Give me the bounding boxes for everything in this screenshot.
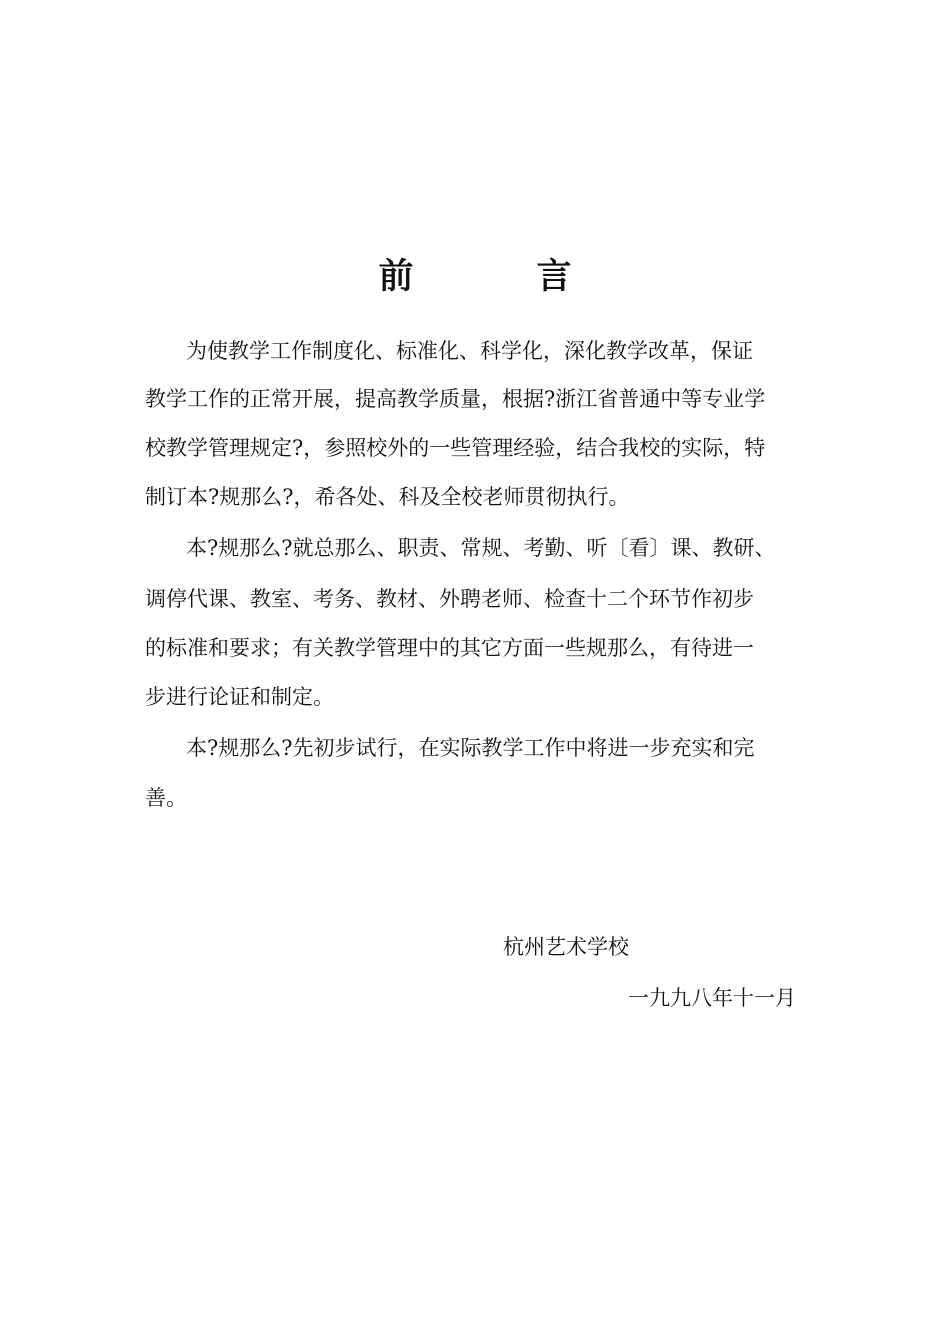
paragraph-line: 步进行论证和制定。 — [145, 685, 334, 709]
page-title: 前 言 — [378, 257, 616, 297]
signature-date: 一九九八年十一月 — [628, 986, 796, 1010]
paragraph-line: 制订本?规那么?，希各处、科及全校老师贯彻执行。 — [145, 485, 630, 509]
paragraph-line: 的标准和要求；有关教学管理中的其它方面一些规那么，有待进一 — [145, 636, 754, 660]
paragraph-line: 本?规那么?就总那么、职责、常规、考勤、听〔看〕课、教研、 — [186, 536, 776, 560]
paragraph-line: 教学工作的正常开展，提高教学质量，根据?浙江省普通中等专业学 — [145, 387, 766, 411]
paragraph-line: 为使教学工作制度化、标准化、科学化，深化教学改革，保证 — [186, 339, 753, 363]
signature-organization: 杭州艺术学校 — [503, 935, 629, 959]
paragraph-line: 善。 — [145, 786, 187, 810]
paragraph-line: 调停代课、教室、考务、教材、外聘老师、检查十二个环节作初步 — [145, 587, 754, 611]
paragraph-line: 本?规那么?先初步试行，在实际教学工作中将进一步充实和完 — [186, 736, 755, 760]
paragraph-line: 校教学管理规定?，参照校外的一些管理经验，结合我校的实际，特 — [145, 436, 766, 460]
